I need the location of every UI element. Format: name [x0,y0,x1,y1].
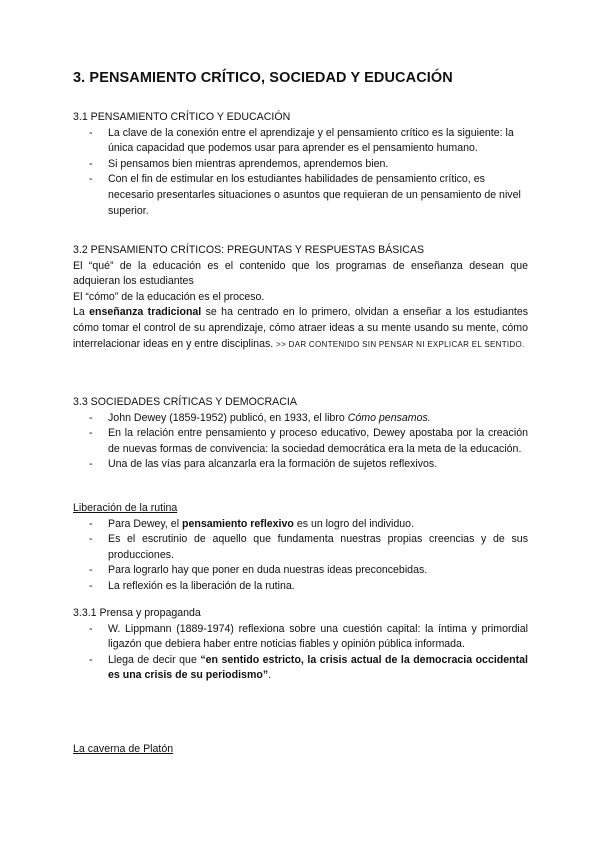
section-rutina [73,501,528,595]
page-title: 3. PENSAMIENTO CRÍTICO, SOCIEDAD Y EDUCACIÓN [73,70,453,86]
bullet-list [73,622,528,684]
list-item: - Con el fin de estimular en los estudiantes habilidades de pensamiento crítico, es necesario presentarles situaciones o asuntos que requieran de un pensamiento de nivel superior. [73,172,528,219]
paragraph-que: El “qué” de la educación es el contenido que los programas de enseñanza desean que adquieran los estudiantes [73,259,528,288]
bold-quote: “en sentido estricto, la crisis actual de la democracia occidental es una crisis de su periodismo” [108,653,528,682]
list-item [73,411,528,427]
list-item [73,517,528,533]
section-title: 3.3.1 Prensa y propaganda [73,607,201,619]
text: . [268,669,272,682]
section-3-2 [73,243,528,352]
book-title: Cómo pensamos. [347,411,431,424]
section-title: 3.3 SOCIEDADES CRÍTICAS Y DEMOCRACIA [73,396,297,408]
bullet-list [73,517,528,595]
list-item: - W. Lippmann (1889-1974) reflexiona sobre una cuestión capital: la íntima y primordial ligazón que debiera haber entre noticias fiables y opinión pública informada. [73,622,528,653]
handwritten-note: >> DAR CONTENIDO SIN PENSAR NI EXPLICAR EL SENTIDO. [276,339,525,349]
list-item: - La reflexión es la liberación de la rutina. [73,579,528,595]
list-item: - En la relación entre pensamiento y proceso educativo, Dewey apostaba por la creación de nuevas formas de convivencia: la sociedad democrática era la meta de la educación. [73,426,528,457]
bold-text: enseñanza tradicional [89,306,202,319]
text: La [73,306,90,319]
section-3-3-1 [73,606,528,684]
section-title: La caverna de Platón [73,743,174,755]
bullet-list [73,411,528,473]
section-3-3 [73,395,528,473]
text: John Dewey (1859-1952) publicó, en 1933, el libro [108,411,348,424]
paragraph-tradicional [73,305,528,352]
section-3-1 [73,110,528,219]
text: Llega de decir que [108,653,201,666]
list-item: - Si pensamos bien mientras aprendemos, aprendemos bien. [73,157,528,173]
list-item [73,653,528,684]
section-title: Liberación de la rutina [73,502,178,514]
bold-text: pensamiento reflexivo [182,517,294,530]
text: se ha centrado en lo primero, olvidan a enseñar a los estudiantes cómo tomar el control de su aprendizaje, cómo atraer ideas a su mente usando su mente, cómo interrelacionar ideas en y entre disciplinas. [73,306,529,350]
list-item: - La clave de la conexión entre el aprendizaje y el pensamiento crítico es la siguiente: la única capacidad que podemos usar para aprender es el pensamiento humano. [73,126,528,157]
paragraph-como: El “cómo” de la educación es el proceso. [73,290,265,303]
list-item: - Para lograrlo hay que poner en duda nuestras ideas preconcebidas. [73,563,528,579]
section-caverna [73,742,528,758]
list-item: - Una de las vías para alcanzarla era la formación de sujetos reflexivos. [73,457,528,473]
bullet-list [73,126,528,220]
section-title: 3.2 PENSAMIENTO CRÍTICOS: PREGUNTAS Y RESPUESTAS BÁSICAS [73,244,425,256]
section-title: 3.1 PENSAMIENTO CRÍTICO Y EDUCACIÓN [73,111,291,123]
text: Para Dewey, el [108,517,182,530]
text: es un logro del individuo. [293,517,415,530]
list-item: - Es el escrutinio de aquello que fundamenta nuestras propias creencias y de sus producciones. [73,532,528,563]
